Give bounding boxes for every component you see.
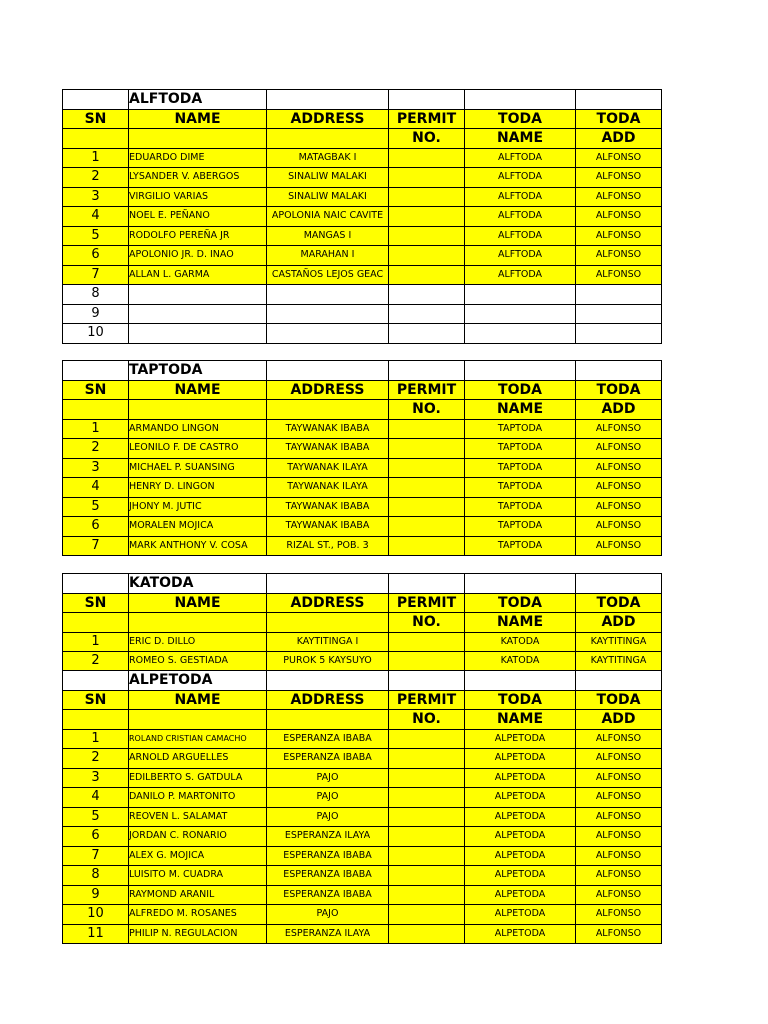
row-toda-name (465, 285, 576, 305)
row-toda-name: TAPTODA (465, 419, 576, 439)
row-permit-no (389, 458, 465, 478)
blank-cell (63, 671, 129, 691)
row-address: SINALIW MALAKI (267, 168, 389, 188)
row-permit-no (389, 304, 465, 324)
table-row (63, 207, 662, 227)
row-toda-name: ALPETODA (465, 885, 576, 905)
blank-cell (267, 90, 389, 110)
row-sn: 3 (63, 768, 129, 788)
blank-cell (267, 574, 389, 594)
row-permit-no (389, 729, 465, 749)
row-sn: 3 (63, 458, 129, 478)
blank-cell (576, 574, 662, 594)
blank-cell (129, 613, 267, 633)
row-permit-no (389, 439, 465, 459)
section-title-row (63, 671, 662, 691)
row-toda-name: ALPETODA (465, 827, 576, 847)
table-row (63, 419, 662, 439)
row-address: PAJO (267, 807, 389, 827)
row-toda-add: ALFONSO (576, 168, 662, 188)
row-permit-no (389, 478, 465, 498)
header-row (63, 613, 662, 633)
table-alpetoda (62, 670, 662, 944)
blank-cell (576, 671, 662, 691)
header-row (63, 400, 662, 420)
row-address: ESPERANZA IBABA (267, 729, 389, 749)
row-name: HENRY D. LINGON (129, 478, 267, 498)
row-address: TAYWANAK IBABA (267, 517, 389, 537)
row-address: RIZAL ST., POB. 3 (267, 536, 389, 556)
header-sn: SN (63, 593, 129, 613)
blank-cell (389, 361, 465, 381)
table-row (63, 439, 662, 459)
section-title-row (63, 574, 662, 594)
blank-cell (465, 361, 576, 381)
row-toda-add: ALFONSO (576, 419, 662, 439)
table-row (63, 536, 662, 556)
row-address: PUROK 5 KAYSUYO (267, 652, 389, 672)
section-title-row (63, 90, 662, 110)
section-title: KATODA (129, 574, 267, 594)
row-permit-no (389, 788, 465, 808)
header-row (63, 129, 662, 149)
header-toda-add-2: ADD (576, 710, 662, 730)
row-address: MATAGBAK I (267, 148, 389, 168)
row-name: ROLAND CRISTIAN CAMACHO (129, 729, 267, 749)
row-sn: 1 (63, 148, 129, 168)
table-row (63, 324, 662, 344)
table-row (63, 807, 662, 827)
header-row (63, 109, 662, 129)
row-address (267, 324, 389, 344)
header-toda-add-2: ADD (576, 129, 662, 149)
row-name: LEONILO F. DE CASTRO (129, 439, 267, 459)
blank-cell (129, 129, 267, 149)
row-name: EDILBERTO S. GATDULA (129, 768, 267, 788)
row-toda-add: ALFONSO (576, 536, 662, 556)
row-toda-name: ALPETODA (465, 729, 576, 749)
blank-cell (267, 129, 389, 149)
row-name: EDUARDO DIME (129, 148, 267, 168)
blank-cell (389, 574, 465, 594)
header-toda-add: TODA (576, 109, 662, 129)
row-toda-add: ALFONSO (576, 265, 662, 285)
header-toda-name-2: NAME (465, 710, 576, 730)
row-name: ARNOLD ARGUELLES (129, 749, 267, 769)
header-toda-name: TODA (465, 690, 576, 710)
blank-cell (576, 361, 662, 381)
row-toda-name: ALPETODA (465, 807, 576, 827)
row-sn: 4 (63, 788, 129, 808)
row-name: APOLONIO JR. D. INAO (129, 246, 267, 266)
row-sn: 2 (63, 652, 129, 672)
row-toda-name: ALPETODA (465, 768, 576, 788)
row-toda-add: ALFONSO (576, 846, 662, 866)
section-title: TAPTODA (129, 361, 267, 381)
row-permit-no (389, 807, 465, 827)
row-sn: 4 (63, 207, 129, 227)
blank-cell (267, 361, 389, 381)
section-title: ALPETODA (129, 671, 267, 691)
row-address: PAJO (267, 768, 389, 788)
row-sn: 7 (63, 846, 129, 866)
row-permit-no (389, 536, 465, 556)
row-toda-add: ALFONSO (576, 924, 662, 944)
row-address: ESPERANZA ILAYA (267, 924, 389, 944)
header-toda-add: TODA (576, 690, 662, 710)
row-name: ROMEO S. GESTIADA (129, 652, 267, 672)
row-toda-add: KAYTITINGA (576, 632, 662, 652)
row-toda-add: ALFONSO (576, 497, 662, 517)
header-toda-name: TODA (465, 380, 576, 400)
table-alftoda (62, 89, 662, 344)
blank-cell (389, 90, 465, 110)
row-toda-add: ALFONSO (576, 807, 662, 827)
row-toda-add: ALFONSO (576, 885, 662, 905)
row-toda-name: ALPETODA (465, 905, 576, 925)
row-address: ESPERANZA IBABA (267, 866, 389, 886)
header-toda-name: TODA (465, 109, 576, 129)
row-name: ERIC D. DILLO (129, 632, 267, 652)
header-toda-add-2: ADD (576, 613, 662, 633)
row-toda-name: ALFTODA (465, 246, 576, 266)
row-name: RODOLFO PEREÑA JR (129, 226, 267, 246)
row-toda-add (576, 324, 662, 344)
row-sn: 2 (63, 168, 129, 188)
row-toda-name: ALFTODA (465, 148, 576, 168)
row-address: TAYWANAK ILAYA (267, 458, 389, 478)
blank-cell (129, 400, 267, 420)
row-toda-add: ALFONSO (576, 207, 662, 227)
row-name: NOEL E. PEÑANO (129, 207, 267, 227)
blank-cell (267, 400, 389, 420)
row-permit-no (389, 749, 465, 769)
header-name: NAME (129, 109, 267, 129)
section-title-row (63, 361, 662, 381)
row-sn: 3 (63, 187, 129, 207)
row-name: MORALEN MOJICA (129, 517, 267, 537)
header-row (63, 710, 662, 730)
table-row (63, 885, 662, 905)
row-toda-add: ALFONSO (576, 749, 662, 769)
row-toda-add: ALFONSO (576, 226, 662, 246)
table-row (63, 788, 662, 808)
header-permit-no: NO. (389, 613, 465, 633)
row-toda-name (465, 304, 576, 324)
blank-cell (129, 710, 267, 730)
row-sn: 11 (63, 924, 129, 944)
row-address: PAJO (267, 788, 389, 808)
row-name: RAYMOND ARANIL (129, 885, 267, 905)
header-permit: PERMIT (389, 593, 465, 613)
table-row (63, 497, 662, 517)
blank-cell (63, 90, 129, 110)
row-permit-no (389, 187, 465, 207)
row-sn: 4 (63, 478, 129, 498)
row-sn: 8 (63, 866, 129, 886)
blank-cell (465, 671, 576, 691)
row-permit-no (389, 652, 465, 672)
row-toda-name: TAPTODA (465, 439, 576, 459)
row-toda-name: TAPTODA (465, 478, 576, 498)
header-toda-name-2: NAME (465, 400, 576, 420)
row-toda-name: ALFTODA (465, 207, 576, 227)
header-row (63, 380, 662, 400)
row-sn: 6 (63, 246, 129, 266)
row-name: DANILO P. MARTONITO (129, 788, 267, 808)
table-row (63, 866, 662, 886)
header-toda-name-2: NAME (465, 129, 576, 149)
row-sn: 10 (63, 324, 129, 344)
row-sn: 1 (63, 419, 129, 439)
row-toda-name: ALPETODA (465, 924, 576, 944)
header-toda-add-2: ADD (576, 400, 662, 420)
row-name: LYSANDER V. ABERGOS (129, 168, 267, 188)
row-toda-name: TAPTODA (465, 517, 576, 537)
header-sn: SN (63, 380, 129, 400)
row-sn: 5 (63, 807, 129, 827)
row-toda-name: ALPETODA (465, 866, 576, 886)
row-permit-no (389, 885, 465, 905)
table-row (63, 246, 662, 266)
row-permit-no (389, 168, 465, 188)
row-sn: 9 (63, 885, 129, 905)
row-toda-add: ALFONSO (576, 458, 662, 478)
header-row (63, 690, 662, 710)
header-toda-add: TODA (576, 380, 662, 400)
table-row (63, 285, 662, 305)
row-sn: 5 (63, 497, 129, 517)
row-sn: 10 (63, 905, 129, 925)
row-toda-name: ALPETODA (465, 846, 576, 866)
row-name: MICHAEL P. SUANSING (129, 458, 267, 478)
table-row (63, 517, 662, 537)
table-row (63, 729, 662, 749)
row-permit-no (389, 924, 465, 944)
row-name: JHONY M. JUTIC (129, 497, 267, 517)
row-name: MARK ANTHONY V. COSA (129, 536, 267, 556)
row-permit-no (389, 517, 465, 537)
row-address: MANGAS I (267, 226, 389, 246)
table-row (63, 827, 662, 847)
row-toda-add: ALFONSO (576, 187, 662, 207)
row-permit-no (389, 285, 465, 305)
row-sn: 2 (63, 439, 129, 459)
row-address: ESPERANZA ILAYA (267, 827, 389, 847)
table-row (63, 265, 662, 285)
row-name: LUISITO M. CUADRA (129, 866, 267, 886)
blank-cell (63, 361, 129, 381)
row-toda-name: ALFTODA (465, 265, 576, 285)
row-permit-no (389, 207, 465, 227)
table-row (63, 749, 662, 769)
row-toda-add: ALFONSO (576, 905, 662, 925)
blank-cell (465, 574, 576, 594)
table-row (63, 846, 662, 866)
row-address: ESPERANZA IBABA (267, 846, 389, 866)
row-toda-add: ALFONSO (576, 517, 662, 537)
table-row (63, 768, 662, 788)
row-toda-name: ALFTODA (465, 187, 576, 207)
row-name: JORDAN C. RONARIO (129, 827, 267, 847)
row-address: CASTAÑOS LEJOS GEAC (267, 265, 389, 285)
row-toda-name: TAPTODA (465, 536, 576, 556)
row-permit-no (389, 497, 465, 517)
row-toda-name: ALFTODA (465, 226, 576, 246)
table-row (63, 304, 662, 324)
table-row (63, 168, 662, 188)
row-address: TAYWANAK ILAYA (267, 478, 389, 498)
row-name: ARMANDO LINGON (129, 419, 267, 439)
blank-cell (267, 613, 389, 633)
header-permit-no: NO. (389, 129, 465, 149)
row-permit-no (389, 226, 465, 246)
row-sn: 6 (63, 827, 129, 847)
table-row (63, 924, 662, 944)
header-sn: SN (63, 109, 129, 129)
row-name: ALEX G. MOJICA (129, 846, 267, 866)
header-address: ADDRESS (267, 593, 389, 613)
row-toda-name: TAPTODA (465, 458, 576, 478)
header-row (63, 593, 662, 613)
row-permit-no (389, 768, 465, 788)
row-toda-name: ALPETODA (465, 788, 576, 808)
header-name: NAME (129, 690, 267, 710)
header-toda-name-2: NAME (465, 613, 576, 633)
header-permit-no: NO. (389, 710, 465, 730)
row-permit-no (389, 265, 465, 285)
table-katoda (62, 573, 662, 672)
header-name: NAME (129, 593, 267, 613)
row-name: ALLAN L. GARMA (129, 265, 267, 285)
row-toda-name (465, 324, 576, 344)
blank-cell (63, 129, 129, 149)
blank-cell (267, 710, 389, 730)
row-toda-add: ALFONSO (576, 768, 662, 788)
row-sn: 8 (63, 285, 129, 305)
row-toda-name: KATODA (465, 632, 576, 652)
row-sn: 6 (63, 517, 129, 537)
table-row (63, 226, 662, 246)
row-sn: 9 (63, 304, 129, 324)
row-toda-add (576, 304, 662, 324)
blank-cell (63, 574, 129, 594)
row-address: SINALIW MALAKI (267, 187, 389, 207)
row-toda-name: ALFTODA (465, 168, 576, 188)
row-address: TAYWANAK IBABA (267, 419, 389, 439)
blank-cell (267, 671, 389, 691)
blank-cell (465, 90, 576, 110)
header-name: NAME (129, 380, 267, 400)
header-permit: PERMIT (389, 690, 465, 710)
header-address: ADDRESS (267, 380, 389, 400)
table-row (63, 187, 662, 207)
row-address: APOLONIA NAIC CAVITE (267, 207, 389, 227)
row-address: TAYWANAK IBABA (267, 497, 389, 517)
blank-cell (389, 671, 465, 691)
section-title: ALFTODA (129, 90, 267, 110)
header-toda-name: TODA (465, 593, 576, 613)
row-sn: 1 (63, 632, 129, 652)
row-name (129, 324, 267, 344)
table-row (63, 905, 662, 925)
blank-cell (576, 90, 662, 110)
row-name (129, 304, 267, 324)
row-permit-no (389, 846, 465, 866)
row-sn: 7 (63, 536, 129, 556)
row-toda-name: KATODA (465, 652, 576, 672)
row-toda-add: ALFONSO (576, 148, 662, 168)
row-name: PHILIP N. REGULACION (129, 924, 267, 944)
row-address: KAYTITINGA I (267, 632, 389, 652)
row-toda-add: ALFONSO (576, 246, 662, 266)
row-permit-no (389, 419, 465, 439)
row-toda-name: TAPTODA (465, 497, 576, 517)
header-address: ADDRESS (267, 109, 389, 129)
row-name: ALFREDO M. ROSANES (129, 905, 267, 925)
row-name: REOVEN L. SALAMAT (129, 807, 267, 827)
row-permit-no (389, 148, 465, 168)
row-name (129, 285, 267, 305)
row-toda-add: ALFONSO (576, 729, 662, 749)
row-address: ESPERANZA IBABA (267, 749, 389, 769)
row-sn: 2 (63, 749, 129, 769)
table-taptoda (62, 360, 662, 556)
header-toda-add: TODA (576, 593, 662, 613)
table-row (63, 148, 662, 168)
table-row (63, 478, 662, 498)
blank-cell (63, 400, 129, 420)
row-address (267, 285, 389, 305)
row-sn: 1 (63, 729, 129, 749)
row-permit-no (389, 827, 465, 847)
row-name: VIRGILIO VARIAS (129, 187, 267, 207)
row-address: ESPERANZA IBABA (267, 885, 389, 905)
table-row (63, 652, 662, 672)
row-permit-no (389, 324, 465, 344)
table-row (63, 458, 662, 478)
row-toda-add: ALFONSO (576, 866, 662, 886)
row-toda-add: ALFONSO (576, 478, 662, 498)
row-toda-add: ALFONSO (576, 788, 662, 808)
header-permit-no: NO. (389, 400, 465, 420)
table-row (63, 632, 662, 652)
row-permit-no (389, 905, 465, 925)
row-permit-no (389, 866, 465, 886)
blank-cell (63, 613, 129, 633)
row-toda-add: KAYTITINGA (576, 652, 662, 672)
row-toda-add: ALFONSO (576, 827, 662, 847)
row-toda-name: ALPETODA (465, 749, 576, 769)
row-sn: 5 (63, 226, 129, 246)
header-permit: PERMIT (389, 109, 465, 129)
row-address: PAJO (267, 905, 389, 925)
row-sn: 7 (63, 265, 129, 285)
blank-cell (63, 710, 129, 730)
header-permit: PERMIT (389, 380, 465, 400)
row-permit-no (389, 246, 465, 266)
header-sn: SN (63, 690, 129, 710)
row-toda-add (576, 285, 662, 305)
row-toda-add: ALFONSO (576, 439, 662, 459)
row-address (267, 304, 389, 324)
row-address: TAYWANAK IBABA (267, 439, 389, 459)
row-address: MARAHAN I (267, 246, 389, 266)
header-address: ADDRESS (267, 690, 389, 710)
row-permit-no (389, 632, 465, 652)
